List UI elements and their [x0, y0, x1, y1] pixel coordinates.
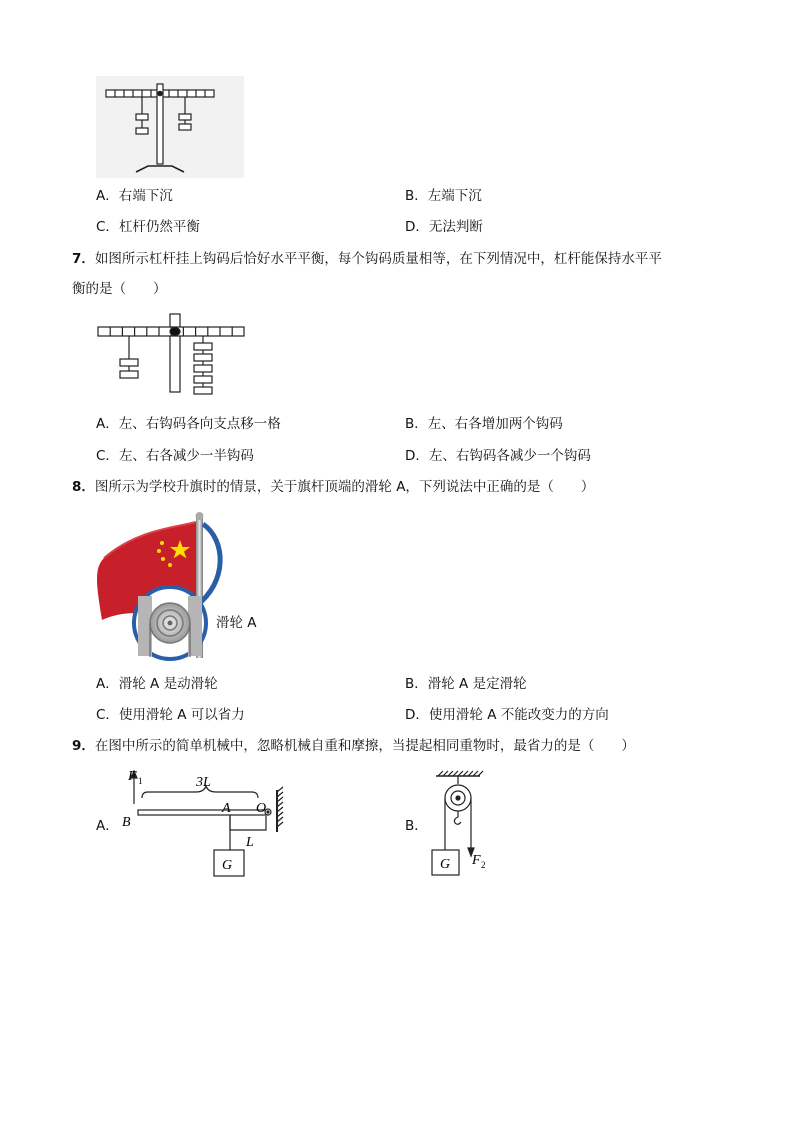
q8-flag-pulley-illustration [92, 510, 282, 662]
q6-lever-diagram [96, 76, 244, 178]
len-l: L [246, 835, 254, 850]
q9-figure-a-lever [118, 766, 296, 882]
force-f1: F [128, 769, 137, 784]
point-o: O [256, 801, 267, 816]
q6-option-b[interactable]: B．左端下沉 [405, 188, 482, 204]
svg-text:1: 1 [138, 776, 143, 786]
force-f2: F [472, 853, 481, 868]
q7-option-a[interactable]: A．左、右钩码各向支点移一格 [96, 416, 281, 432]
question-number: 7． [72, 251, 95, 267]
q7-option-c[interactable]: C．左、右各减少一半钩码 [96, 448, 254, 464]
q8-option-b[interactable]: B．滑轮 A 是定滑轮 [405, 676, 527, 692]
pulley-a-label: 滑轮 A [216, 615, 257, 631]
q8-option-c[interactable]: C．使用滑轮 A 可以省力 [96, 707, 245, 723]
point-b: B [122, 815, 131, 830]
q7-figure [96, 312, 248, 400]
q7-lever-diagram [96, 312, 248, 400]
weight-g: G [440, 857, 451, 872]
len-3l: 3L [196, 775, 211, 790]
q9-figure-b-pulley [424, 770, 496, 880]
svg-text:2: 2 [481, 860, 486, 870]
q9-stem: 9．在图中所示的简单机械中，忽略机械自重和摩擦，当提起相同重物时，最省力的是（ ） [72, 738, 635, 754]
point-a: A [222, 801, 231, 816]
question-number: 9． [72, 738, 95, 754]
q6-option-a[interactable]: A．右端下沉 [96, 188, 173, 204]
weight-g: G [222, 858, 233, 873]
q6-option-d[interactable]: D．无法判断 [405, 219, 483, 235]
q8-option-a[interactable]: A．滑轮 A 是动滑轮 [96, 676, 218, 692]
q6-option-c[interactable]: C．杠杆仍然平衡 [96, 219, 200, 235]
q9-option-b[interactable]: B． [405, 818, 428, 834]
q7-stem: 7．如图所示杠杆挂上钩码后恰好水平平衡，每个钩码质量相等，在下列情况中，杠杆能保持水平平 [72, 251, 662, 267]
question-number: 8． [72, 479, 95, 495]
q8-option-d[interactable]: D．使用滑轮 A 不能改变力的方向 [405, 707, 609, 723]
lever-stand [170, 314, 180, 392]
q7-stem-cont: 衡的是（ ） [72, 281, 167, 297]
q9-option-a[interactable]: A． [96, 818, 119, 834]
q7-option-b[interactable]: B．左、右各增加两个钩码 [405, 416, 563, 432]
q8-figure [92, 510, 282, 662]
q8-stem: 8．图所示为学校升旗时的情景，关于旗杆顶端的滑轮 A，下列说法中正确的是（ ） [72, 479, 595, 495]
q6-figure [96, 76, 244, 178]
q7-option-d[interactable]: D．左、右钩码各减少一个钩码 [405, 448, 591, 464]
